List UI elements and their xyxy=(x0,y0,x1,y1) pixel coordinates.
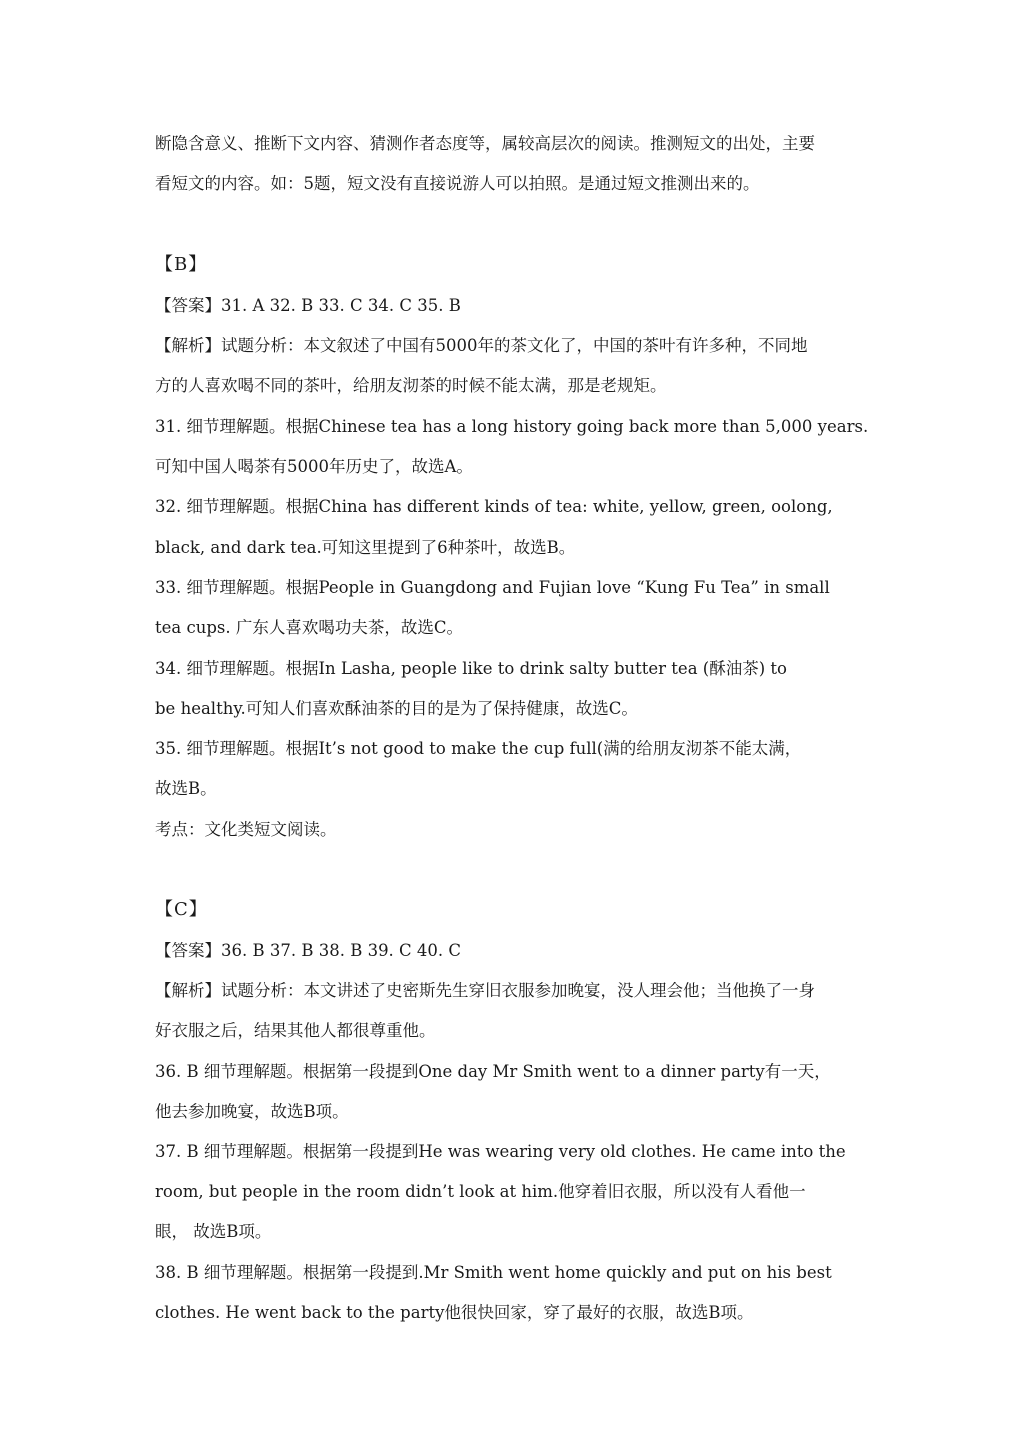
q37-line-2: room, but people in the room didn’t look at him.他穿着旧衣服，所以没有人看他一 xyxy=(155,1182,806,1201)
q34-line-1: 34. 细节理解题。根据In Lasha, people like to drink salty butter tea (酥油茶) to xyxy=(155,659,787,678)
q36-line-2: 他去参加晚宴，故选B项。 xyxy=(155,1102,349,1121)
section-b-analysis-1: 【解析】试题分析：本文叙述了中国有5000年的茶文化了，中国的茶叶有许多种，不同地 xyxy=(155,336,808,355)
section-b-kaodian: 考点：文化类短文阅读。 xyxy=(155,820,337,839)
section-b-answer: 【答案】31. A 32. B 33. C 34. C 35. B xyxy=(155,296,461,315)
q33-line-2: tea cups. 广东人喜欢喝功夫茶，故选C。 xyxy=(155,618,463,637)
q32-line-1: 32. 细节理解题。根据China has different kinds of tea: white, yellow, green, oolong, xyxy=(155,497,833,516)
section-b-label: 【B】 xyxy=(155,254,208,275)
section-c-analysis-2: 好衣服之后，结果其他人都很尊重他。 xyxy=(155,1021,436,1040)
section-b-analysis-2: 方的人喜欢喝不同的茶叶，给朋友沏茶的时候不能太满，那是老规矩。 xyxy=(155,376,667,395)
section-c-answer: 【答案】36. B 37. B 38. B 39. C 40. C xyxy=(155,941,462,960)
q33-line-1: 33. 细节理解题。根据People in Guangdong and Fujian love “Kung Fu Tea” in small xyxy=(155,578,830,597)
q36-line-1: 36. B 细节理解题。根据第一段提到One day Mr Smith went to a dinner party有一天， xyxy=(155,1062,831,1081)
section-c-analysis-1: 【解析】试题分析：本文讲述了史密斯先生穿旧衣服参加晚宴，没人理会他；当他换了一身 xyxy=(155,981,815,1000)
q31-line-2: 可知中国人喝茶有5000年历史了，故选A。 xyxy=(155,457,473,476)
q38-line-1: 38. B 细节理解题。根据第一段提到.Mr Smith went home quickly and put on his best xyxy=(155,1263,832,1282)
q34-line-2: be healthy.可知人们喜欢酥油茶的目的是为了保持健康，故选C。 xyxy=(155,699,638,718)
q38-line-2: clothes. He went back to the party他很快回家，穿了最好的衣服，故选B项。 xyxy=(155,1303,754,1322)
q37-line-1: 37. B 细节理解题。根据第一段提到He was wearing very old clothes. He came into the xyxy=(155,1142,846,1161)
intro-line-1: 断隐含意义、推断下文内容、猜测作者态度等，属较高层次的阅读。推测短文的出处，主要 xyxy=(155,134,815,153)
q32-line-2: black, and dark tea.可知这里提到了6种茶叶，故选B。 xyxy=(155,538,576,557)
q31-line-1: 31. 细节理解题。根据Chinese tea has a long history going back more than 5,000 years. xyxy=(155,417,869,436)
section-c-label: 【C】 xyxy=(155,899,208,920)
q37-line-3: 眼， 故选B项。 xyxy=(155,1222,272,1241)
q35-line-2: 故选B。 xyxy=(155,779,217,798)
q35-line-1: 35. 细节理解题。根据It’s not good to make the cup full(满的给朋友沏茶不能太满， xyxy=(155,739,802,758)
intro-line-2: 看短文的内容。如：5题，短文没有直接说游人可以拍照。是通过短文推测出来的。 xyxy=(155,174,760,193)
